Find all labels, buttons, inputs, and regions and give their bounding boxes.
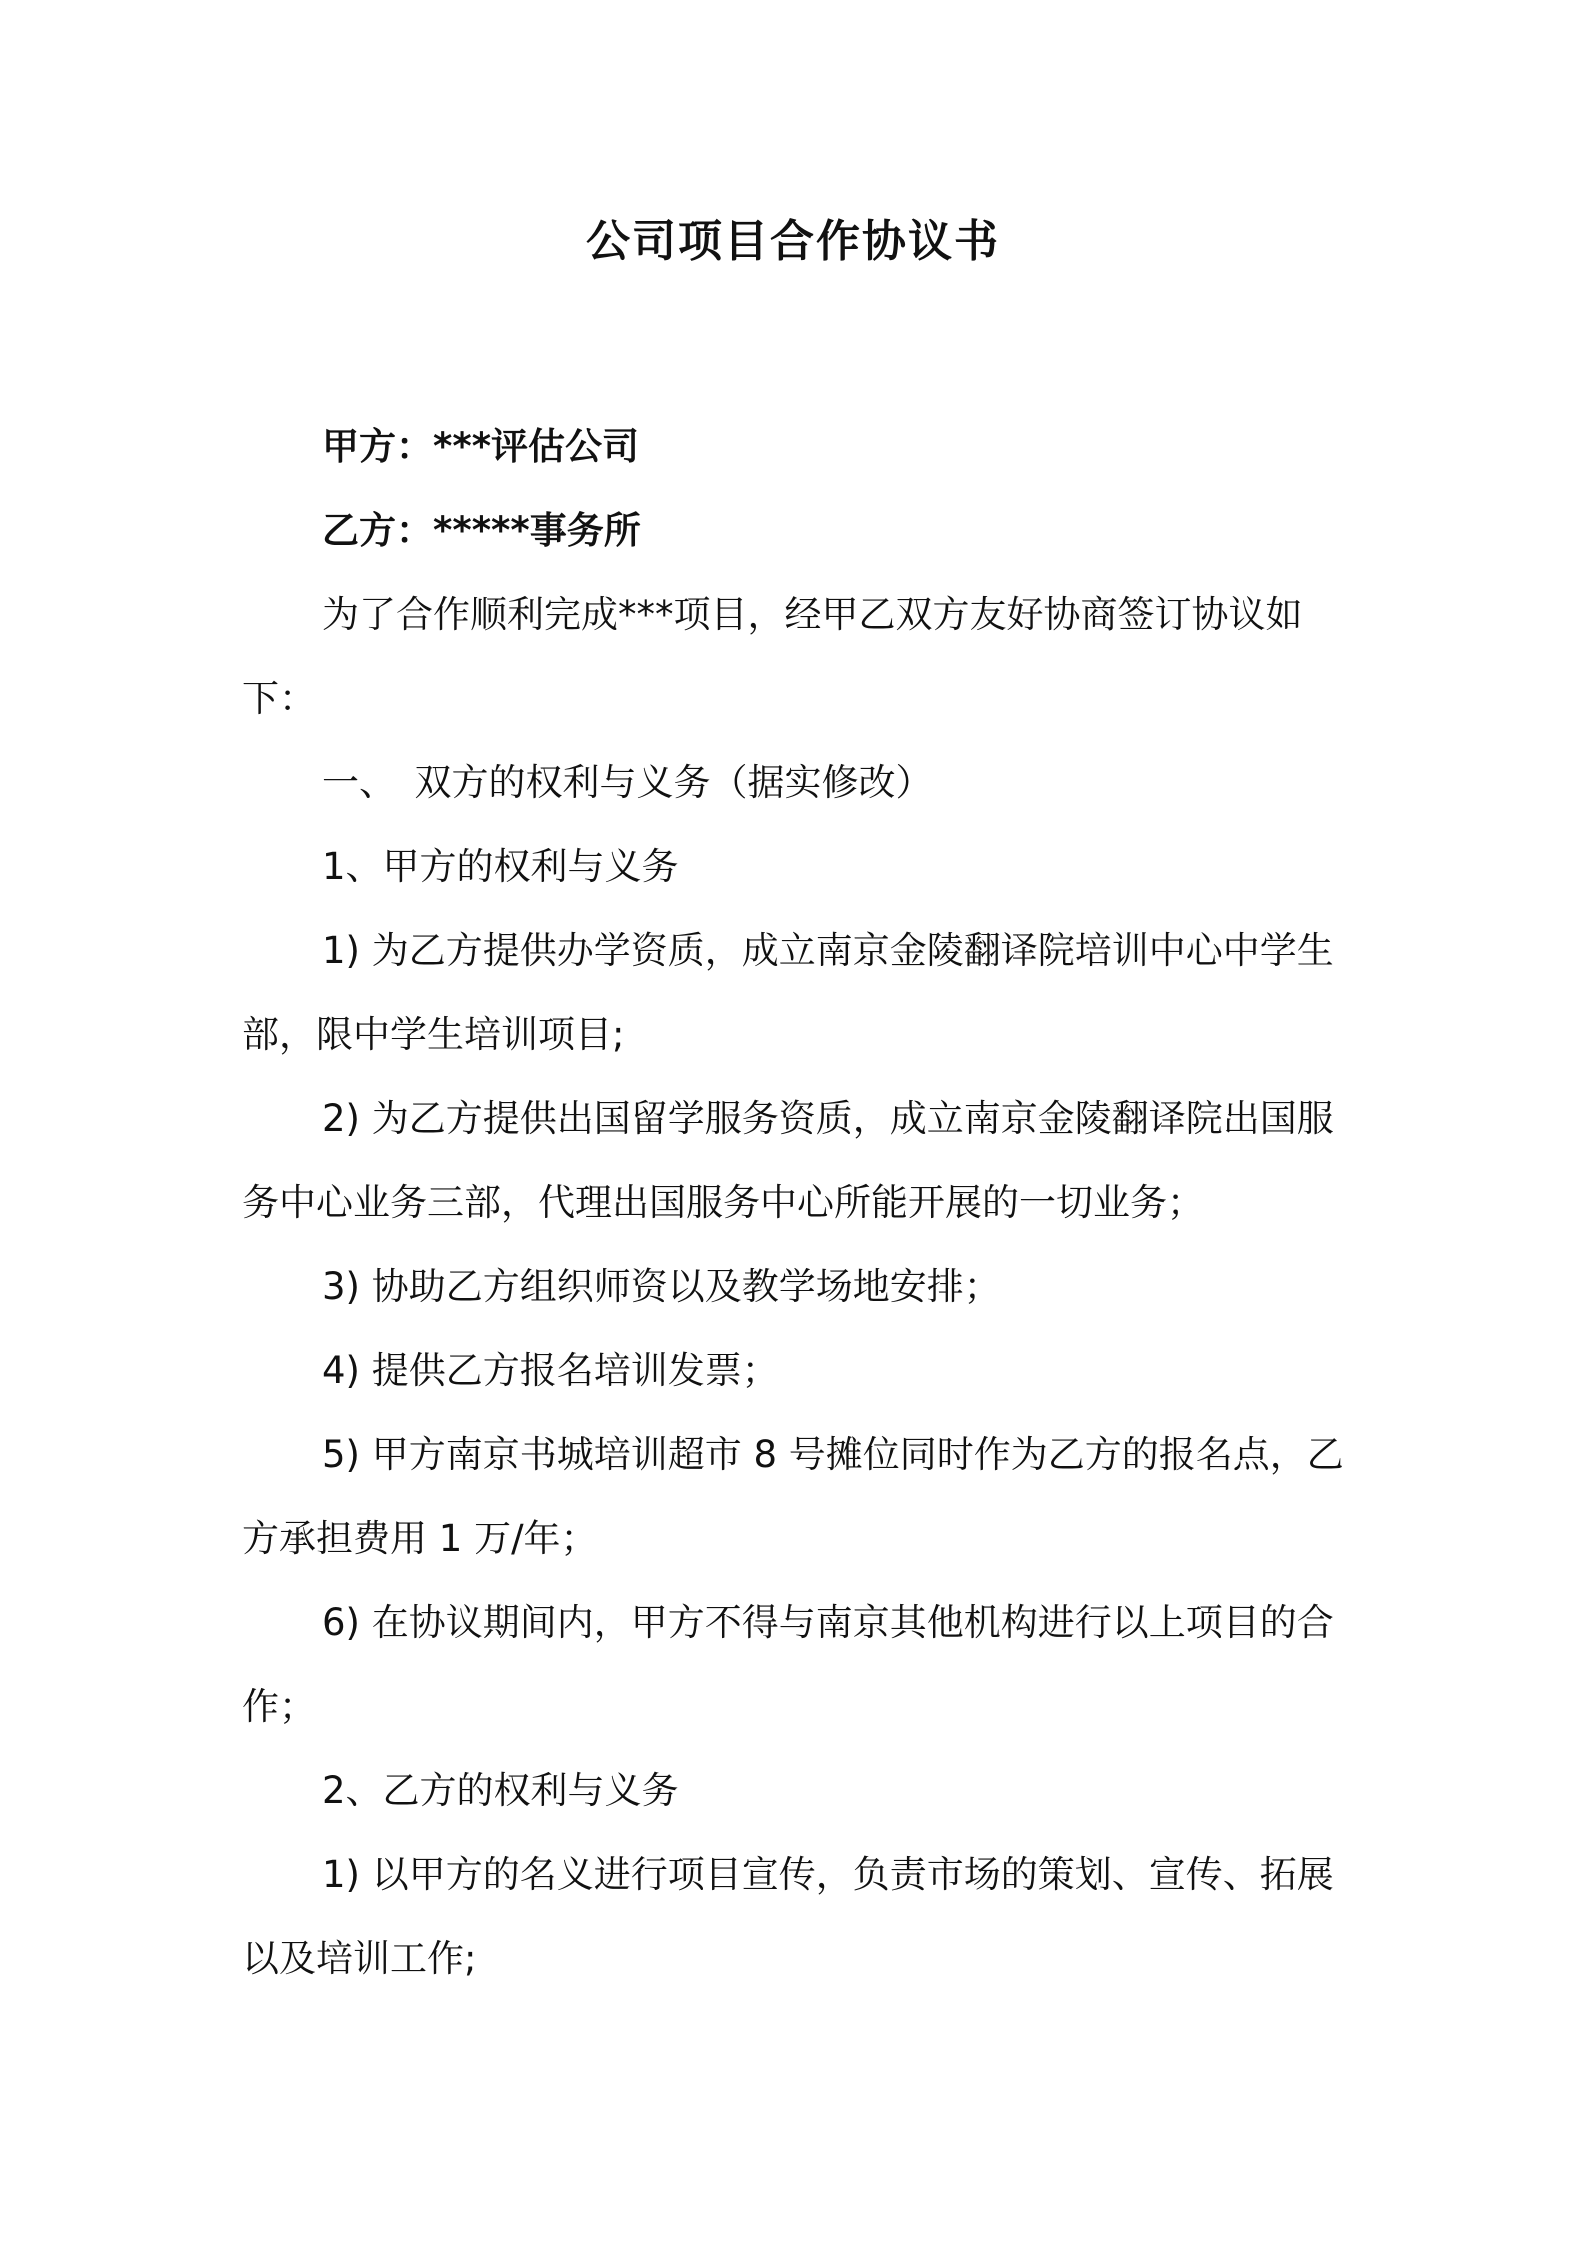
intro-paragraph: 为了合作顺利完成***项目，经甲乙双方友好协商签订协议如下： [242, 593, 1303, 720]
clause-a-4: 4) 提供乙方报名培训发票； [322, 1349, 779, 1392]
clause-a-6: 6) 在协议期间内，甲方不得与南京其他机构进行以上项目的合作； [242, 1601, 1334, 1728]
clause-a-5: 5) 甲方南京书城培训超市 8 号摊位同时作为乙方的报名点，乙方承担费用 1 万/年； [242, 1433, 1344, 1560]
clause-a-1: 1) 为乙方提供办学资质，成立南京金陵翻译院培训中心中学生部，限中学生培训项目; [242, 929, 1334, 1056]
clause-a-3: 3) 协助乙方组织师资以及教学场地安排； [322, 1265, 1001, 1308]
document-title: 公司项目合作协议书 [586, 216, 1000, 267]
clause-b-1: 1) 以甲方的名义进行项目宣传，负责市场的策划、宣传、拓展以及培训工作; [242, 1853, 1334, 1980]
party-a-line: 甲方：***评估公司 [322, 425, 640, 468]
subsection-heading-party-a: 1、甲方的权利与义务 [322, 845, 679, 888]
subsection-heading-party-b: 2、乙方的权利与义务 [322, 1769, 679, 1812]
clause-a-2: 2) 为乙方提供出国留学服务资质，成立南京金陵翻译院出国服务中心业务三部，代理出国服务中心所能开展的一切业务； [242, 1097, 1334, 1224]
document-body [242, 405, 1362, 2001]
party-b-line: 乙方：*****事务所 [322, 509, 641, 552]
section-heading-rights-obligations: 一、 双方的权利与义务（据实修改） [322, 761, 933, 804]
